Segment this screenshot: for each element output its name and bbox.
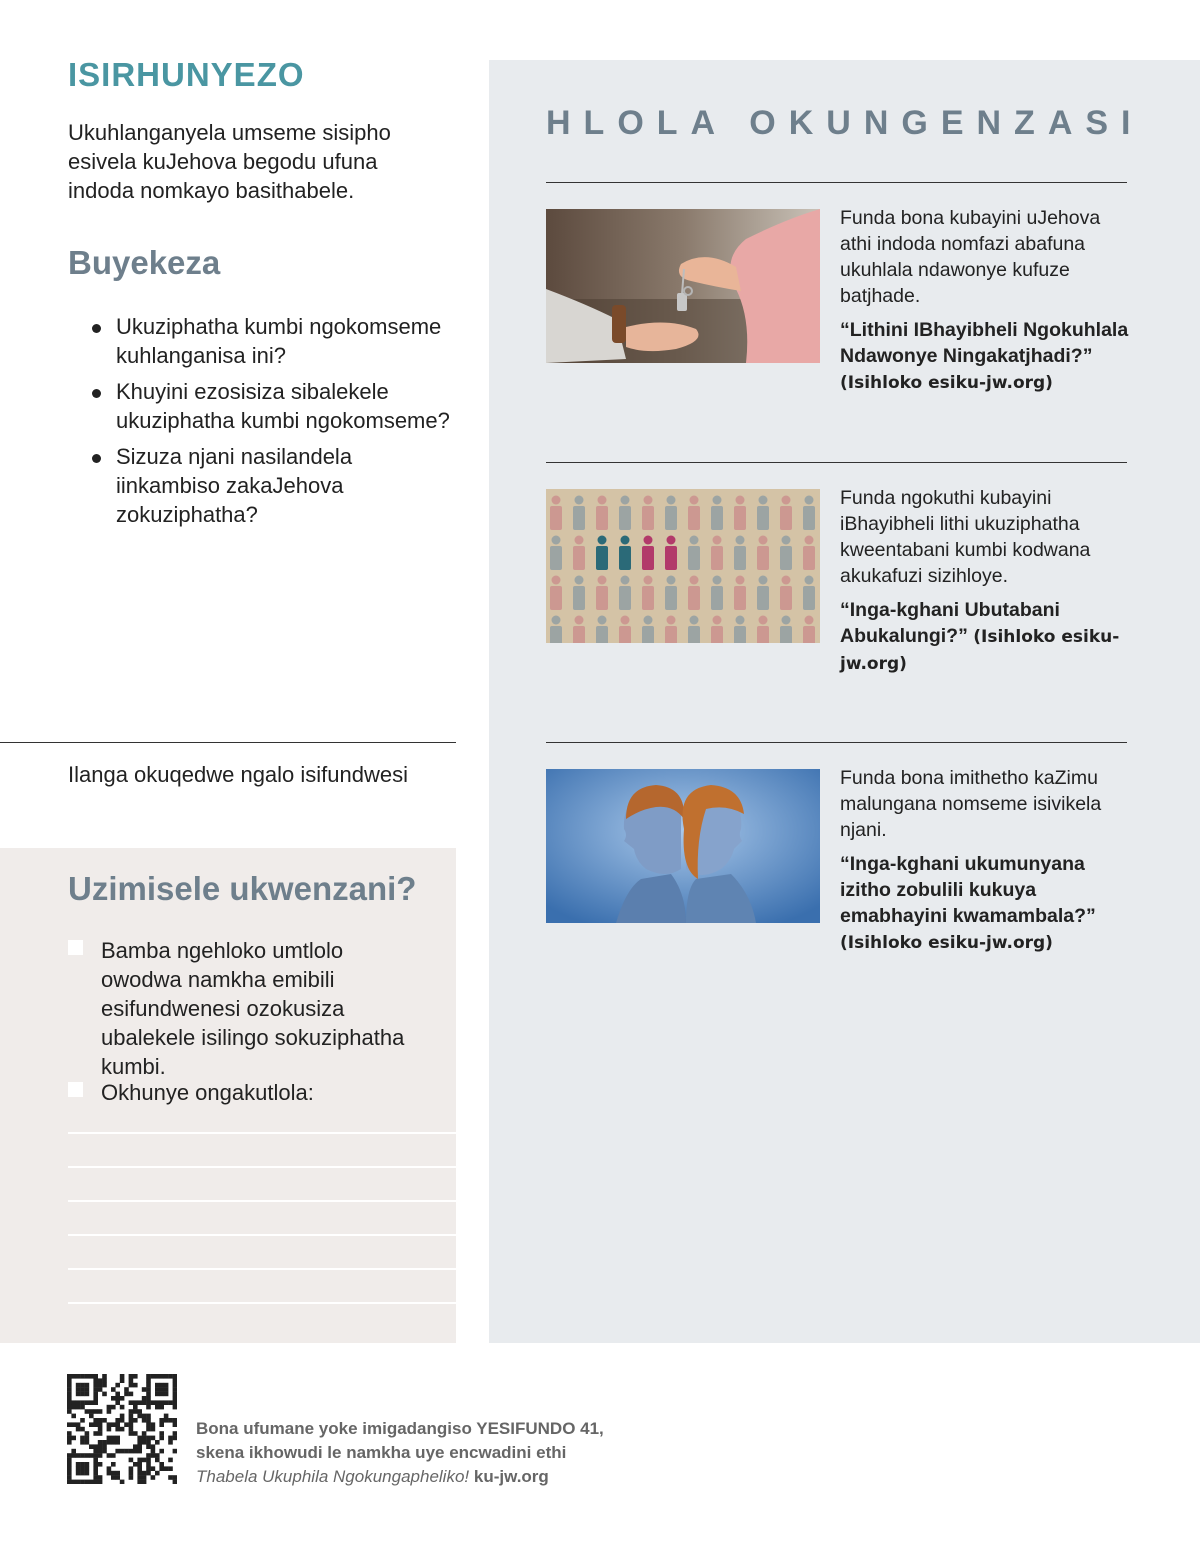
explore-item-title-text[interactable]: “Inga-kghani Ubutabani Abukalungi?”: [840, 599, 1060, 647]
explore-item-desc: Funda bona kubayini uJehova athi indoda nomfazi abafuna ukuhlala ndawonye kufuze batjhade.: [840, 207, 1101, 307]
summary-title: ISIRHUNYEZO: [68, 56, 305, 93]
man-woman-silhouettes-image: [546, 769, 820, 923]
footer-book-title: Thabela Ukuphila Ngokungapheliko!: [196, 1467, 470, 1486]
goal-item: [68, 936, 428, 1081]
explore-item-title-text[interactable]: “Inga-kghani ukumunyana izitho zobulili kukuya emabhayini kwamambala?”: [840, 853, 1096, 927]
explore-item-source: (Isihloko esiku-jw.org): [840, 627, 1120, 674]
bullet-icon: [92, 454, 101, 463]
review-title: Buyekeza: [68, 244, 221, 281]
checkbox-icon[interactable]: [68, 1082, 83, 1097]
review-item: [92, 442, 462, 529]
write-in-line[interactable]: [68, 1234, 456, 1236]
review-item-text: Sizuza njani nasilandela iinkambiso zakaJehova zokuziphatha?: [116, 444, 353, 527]
goal-item-text: Okhunye ongakutlola:: [101, 1080, 314, 1105]
people-figures-image: [546, 489, 820, 643]
explore-item-title[interactable]: [840, 597, 1130, 677]
review-item: [92, 312, 462, 370]
explore-item: [840, 765, 1130, 956]
review-item: [92, 377, 462, 435]
explore-divider: [546, 182, 1127, 183]
explore-item-desc: Funda bona imithetho kaZimu malungana nomseme isivikela njani.: [840, 767, 1102, 841]
explore-item-source: (Isihloko esiku-jw.org): [840, 373, 1053, 393]
bullet-icon: [92, 389, 101, 398]
qr-code-icon[interactable]: [67, 1374, 177, 1484]
explore-divider: [546, 462, 1127, 463]
explore-title: HLOLA OKUNGENZASI: [546, 104, 1144, 142]
goal-item-text: Bamba ngehloko umtlolo owodwa namkha emibili esifundwenesi ozokusiza ubalekele isilingo sokuziphatha kumbi.: [101, 938, 405, 1079]
explore-item-desc: Funda ngokuthi kubayini iBhayibheli lithi ukuziphatha kweentabani kumbi kodwana akukafuzi sizihloye.: [840, 487, 1091, 587]
explore-item: [840, 485, 1130, 677]
explore-item-title[interactable]: [840, 317, 1130, 396]
footer-site-link[interactable]: ku-jw.org: [473, 1467, 549, 1486]
write-in-line[interactable]: [68, 1132, 456, 1134]
summary-text: Ukuhlanganyela umseme sisipho esivela kuJehova begodu ufuna indoda nomkayo basithabele.: [68, 120, 391, 203]
write-in-line[interactable]: [68, 1302, 456, 1304]
footer-line-1: Bona ufumane yoke imigadangiso YESIFUNDO 41,: [196, 1419, 604, 1438]
review-list: [92, 312, 462, 536]
explore-item: [840, 205, 1130, 396]
write-in-line[interactable]: [68, 1268, 456, 1270]
checkbox-icon[interactable]: [68, 940, 83, 955]
footer-line-2: skena ikhowudi le namkha uye encwadini ethi: [196, 1443, 567, 1462]
write-in-line[interactable]: [68, 1166, 456, 1168]
hand-giving-keys-image: [546, 209, 820, 363]
explore-item-title-text[interactable]: “Lithini IBhayibheli Ngokuhlala Ndawonye Ningakatjhadi?”: [840, 319, 1129, 367]
footer-text: [196, 1417, 636, 1489]
goal-title: Uzimisele ukwenzani?: [68, 870, 417, 907]
date-divider: [0, 742, 456, 743]
goal-item: [68, 1078, 428, 1107]
explore-item-source: (Isihloko esiku-jw.org): [840, 933, 1053, 953]
explore-divider: [546, 742, 1127, 743]
explore-item-title[interactable]: [840, 851, 1130, 956]
review-item-text: Ukuziphatha kumbi ngokomseme kuhlanganisa ini?: [116, 314, 442, 368]
write-in-line[interactable]: [68, 1200, 456, 1202]
bullet-icon: [92, 324, 101, 333]
review-item-text: Khuyini ezosisiza sibalekele ukuziphatha kumbi ngokomseme?: [116, 379, 450, 433]
date-label: Ilanga okuqedwe ngalo isifundwesi: [68, 762, 409, 787]
